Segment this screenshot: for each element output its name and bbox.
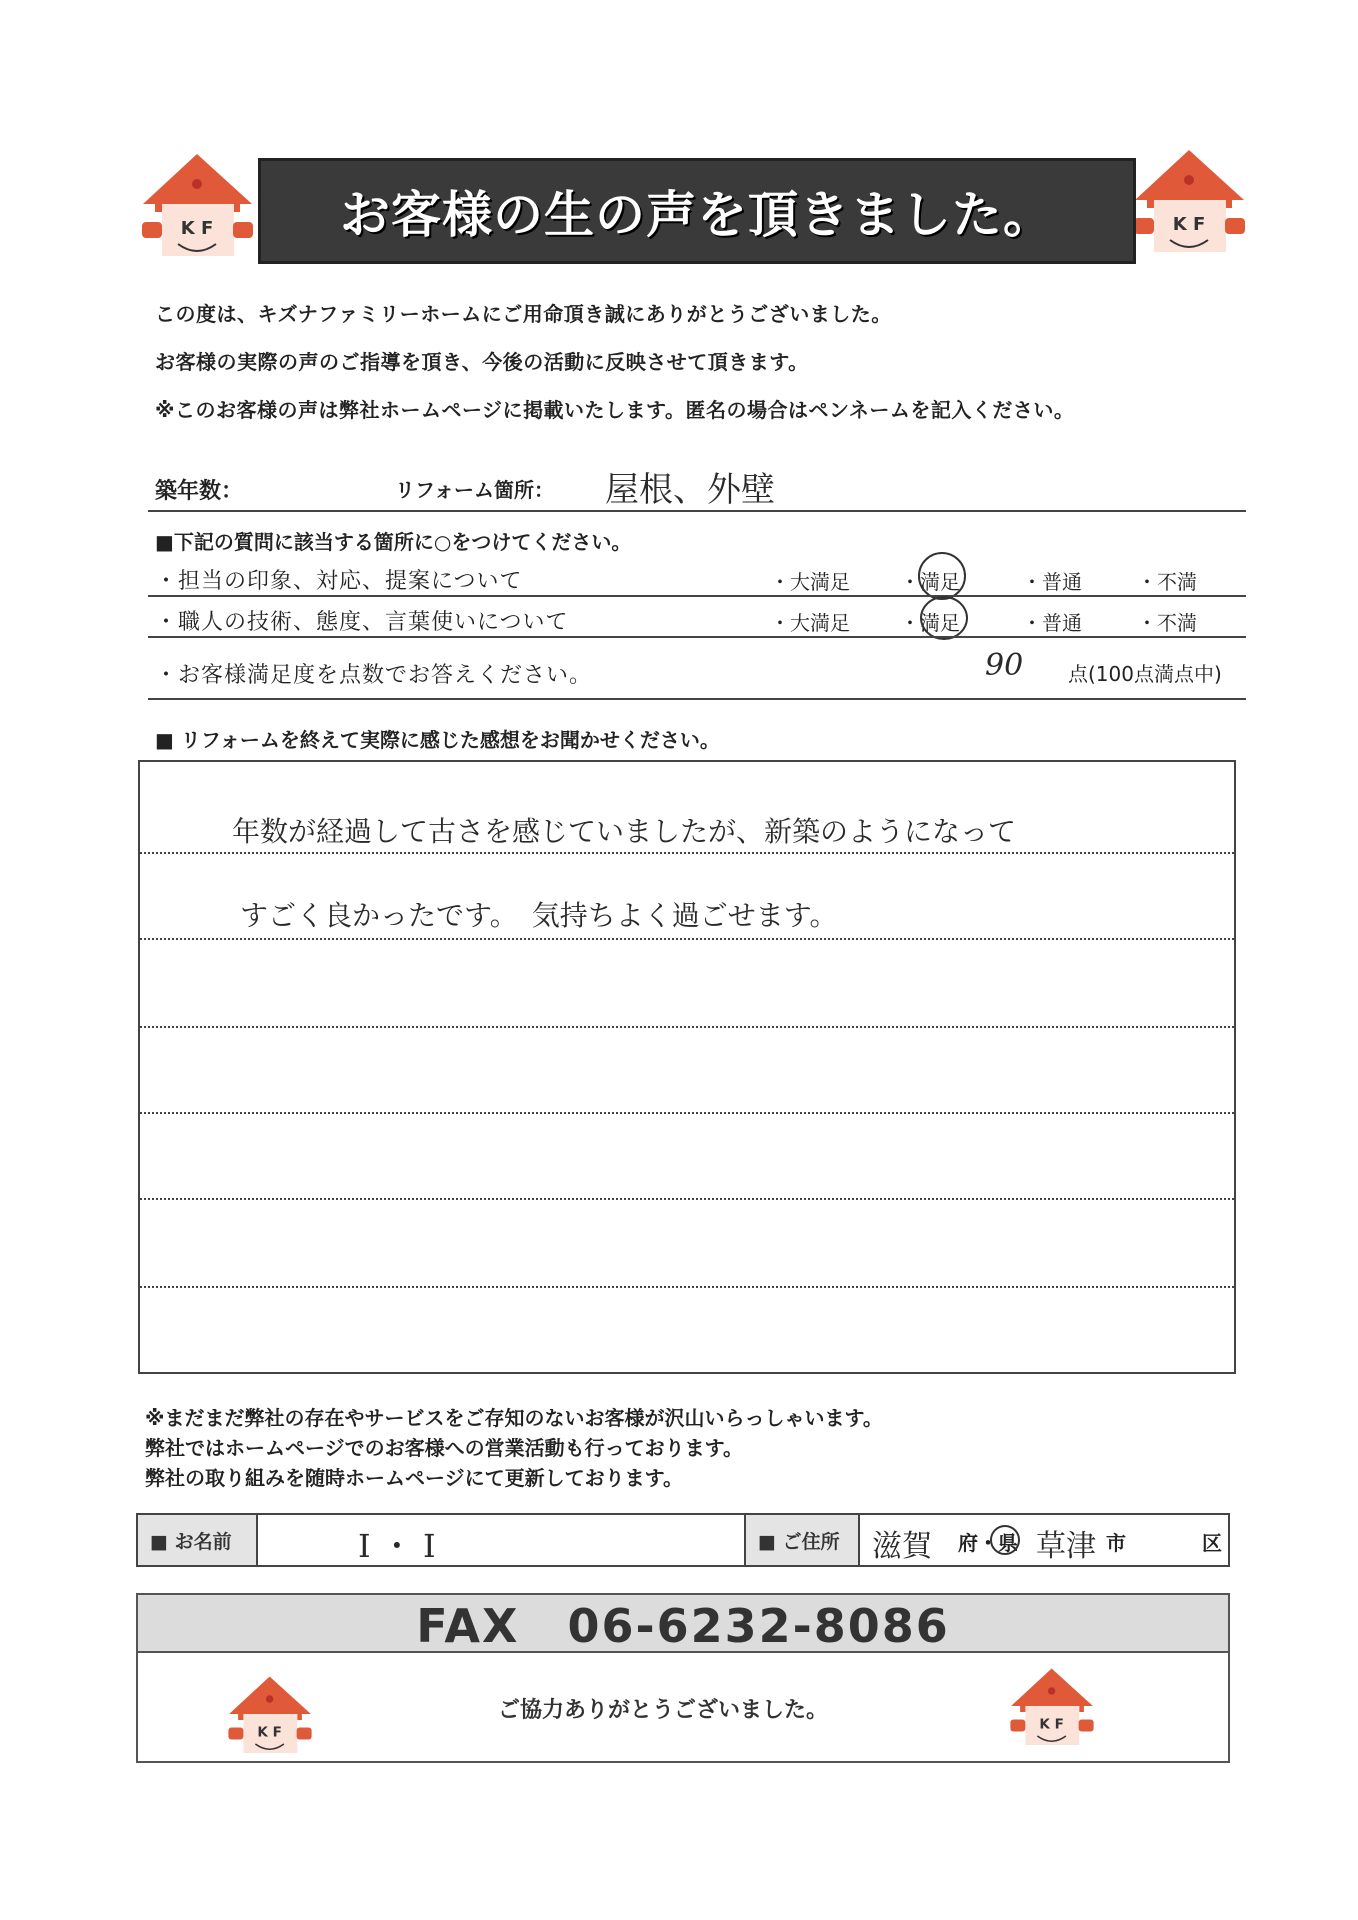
intro-line-1: この度は、キズナファミリーホームにご用命頂き誠にありがとうございました。	[155, 302, 892, 326]
impressions-box[interactable]	[138, 760, 1236, 1374]
ruled-line	[140, 1112, 1234, 1114]
reform-location-value: 屋根、外壁	[605, 470, 775, 510]
q2-option-very-satisfied[interactable]: ・大満足	[770, 611, 850, 635]
note-line-1: ※まだまだ弊社の存在やサービスをご存知のないお客様が沢山いらっしゃいます。	[145, 1406, 883, 1430]
reform-location-label: リフォーム箇所：	[395, 478, 554, 502]
kf-logo-text: K F	[180, 218, 214, 239]
q1-selection-circle	[918, 552, 966, 600]
customer-info-row	[136, 1513, 1230, 1567]
q1-option-very-satisfied[interactable]: ・大満足	[770, 570, 850, 594]
city-unit: 市	[1106, 1531, 1126, 1555]
q1-option-unsatisfied[interactable]: ・不満	[1137, 570, 1197, 594]
prefecture-value[interactable]: 滋賀	[872, 1529, 932, 1564]
ruled-line	[140, 1198, 1234, 1200]
intro-line-3: ※このお客様の声は弊社ホームページに掲載いたします。匿名の場合はペンネームを記入ください。	[155, 398, 1075, 422]
ruled-line	[140, 938, 1234, 940]
ruled-line	[140, 1286, 1234, 1288]
impression-line-1: 年数が経過して古さを感じていましたが、新築のようになって	[232, 815, 1017, 848]
question-2: ・職人の技術、態度、言葉使いについて	[155, 610, 569, 635]
impression-line-2: すごく良かったです。 気持ちよく過ごせます。	[240, 899, 838, 932]
q2-option-unsatisfied[interactable]: ・不満	[1137, 611, 1197, 635]
intro-line-2: お客様の実際の声のご指導を頂き、今後の活動に反映させて頂きます。	[155, 350, 809, 374]
kf-logo-icon-bottom-right	[1008, 1667, 1096, 1751]
kf-logo-icon-right	[1132, 148, 1247, 260]
thanks-box	[136, 1651, 1230, 1763]
thanks-message: ご協力ありがとうございました。	[498, 1698, 829, 1723]
cell-divider	[256, 1515, 258, 1565]
divider	[148, 636, 1246, 638]
q1-option-normal[interactable]: ・普通	[1022, 570, 1082, 594]
score-question: ・お客様満足度を点数でお答えください。	[155, 663, 593, 688]
note-line-3: 弊社の取り組みを随時ホームページにて更新しております。	[145, 1466, 683, 1490]
divider	[148, 698, 1246, 700]
building-age-label: 築年数：	[155, 479, 244, 504]
question-1: ・担当の印象、対応、提案について	[155, 569, 523, 594]
prefecture-unit: 府・県	[958, 1531, 1018, 1555]
kf-logo-text: K F	[1039, 1716, 1064, 1733]
ward-unit: 区	[1202, 1531, 1222, 1555]
note-line-2: 弊社ではホームページでのお客様への営業活動も行っております。	[145, 1436, 743, 1460]
questions-header: ■下記の質問に該当する箇所に○をつけてください。	[155, 530, 632, 554]
title-banner	[258, 158, 1136, 264]
fax-number: FAX 06-6232-8086	[136, 1593, 1230, 1651]
city-value[interactable]: 草津	[1036, 1529, 1096, 1564]
q2-option-normal[interactable]: ・普通	[1022, 611, 1082, 635]
kf-logo-text: K F	[257, 1724, 282, 1741]
score-unit: 点(100点満点中)	[1068, 662, 1222, 686]
cell-divider	[858, 1515, 860, 1565]
score-value: 90	[985, 648, 1024, 683]
q1-option-satisfied[interactable]: ・満足	[900, 570, 960, 594]
kf-logo-icon-left	[140, 152, 255, 264]
name-value[interactable]: I ・ I	[358, 1527, 436, 1565]
ruled-line	[140, 1026, 1234, 1028]
q2-selection-circle	[920, 596, 968, 640]
divider	[148, 510, 1246, 512]
address-label: ■ ご住所	[746, 1515, 858, 1565]
kf-logo-icon-bottom-left	[226, 1675, 314, 1759]
page-title: お客様の生の声を頂きました。	[340, 186, 1054, 244]
q2-option-satisfied[interactable]: ・満足	[900, 611, 960, 635]
name-label: ■ お名前	[138, 1515, 256, 1565]
divider	[148, 595, 1246, 597]
kf-logo-text: K F	[1172, 214, 1206, 235]
impressions-header: ■ リフォームを終えて実際に感じた感想をお聞かせください。	[155, 728, 720, 752]
ruled-line	[140, 852, 1234, 854]
prefecture-selection-circle	[990, 1525, 1020, 1555]
